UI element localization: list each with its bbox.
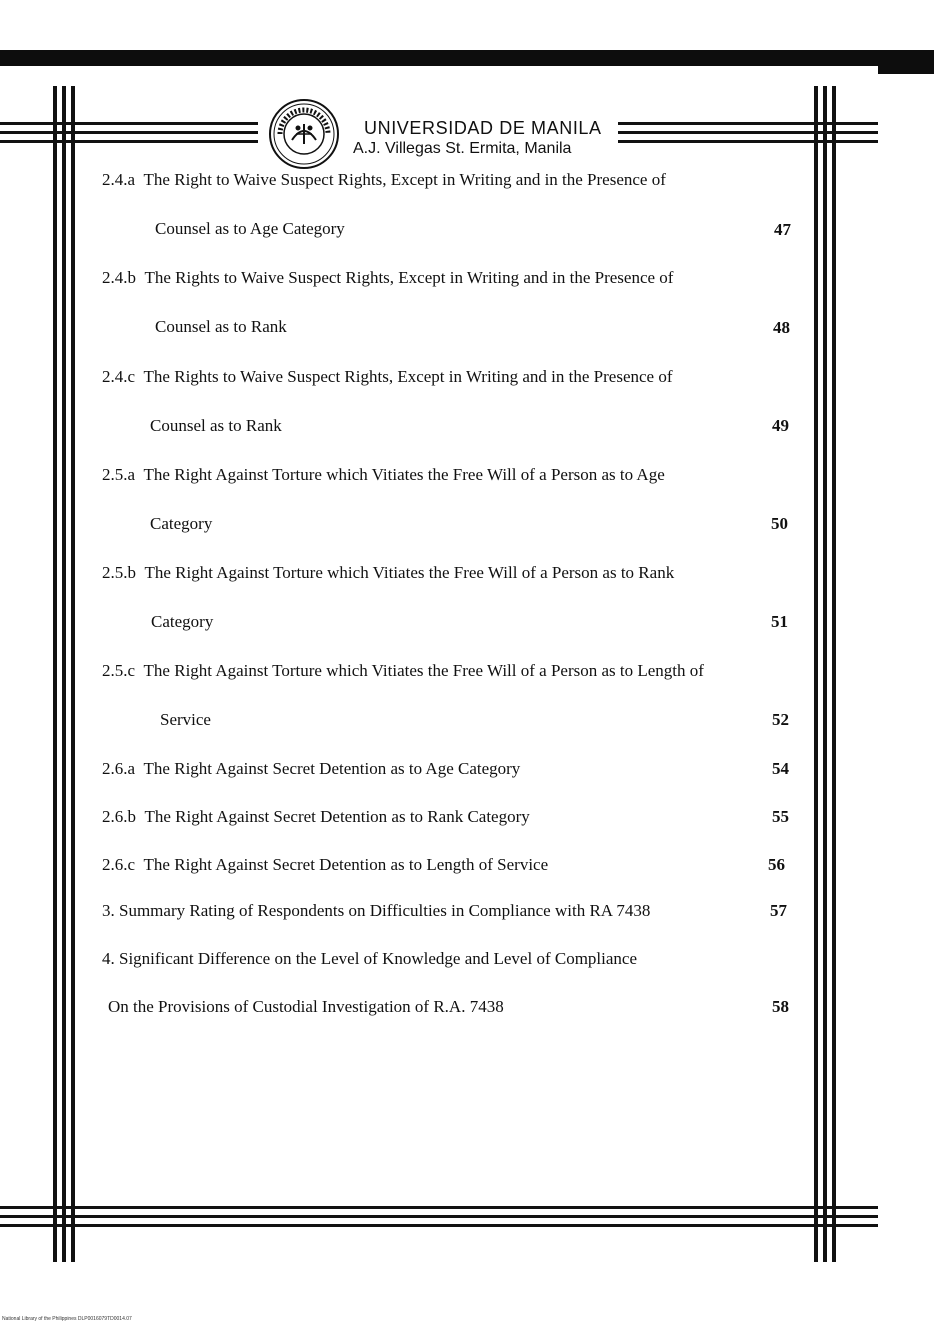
toc-entry-title: The Rights to Waive Suspect Rights, Except in Writing and in the Presence of	[144, 268, 674, 287]
toc-entry-line	[102, 661, 704, 681]
toc-entry-number: 3.	[102, 901, 115, 920]
toc-entry-title: The Right to Waive Suspect Rights, Except in Writing and in the Presence of	[143, 170, 666, 189]
toc-page-number: 56	[768, 855, 785, 874]
toc-entry-number: 2.6.b	[102, 807, 136, 826]
toc-entry-number: 4.	[102, 949, 115, 968]
toc-entry-continuation: On the Provisions of Custodial Investigation of R.A. 7438	[108, 997, 504, 1016]
toc-entry-number: 2.5.a	[102, 465, 136, 484]
toc-entry-number: 2.6.a	[102, 759, 136, 778]
university-address: A.J. Villegas St. Ermita, Manila	[353, 140, 572, 157]
toc-entry-title: Significant Difference on the Level of Knowledge and Level of Compliance	[119, 949, 638, 968]
toc-entry-continuation: Counsel as to Rank	[155, 317, 287, 336]
toc-entry-number: 2.5.b	[102, 563, 136, 582]
toc-entry-line	[102, 268, 673, 288]
toc-entry-line	[102, 465, 665, 485]
toc-entry-line	[102, 901, 650, 921]
toc-entry-line	[102, 759, 520, 779]
toc-entry-number: 2.4.b	[102, 268, 136, 287]
toc-page-number: 54	[772, 759, 789, 778]
toc-entry-title: The Rights to Waive Suspect Rights, Except in Writing and in the Presence of	[143, 367, 673, 386]
toc-entry-continuation: Category	[150, 514, 213, 533]
toc-entry-title: The Right Against Secret Detention as to Age Category	[143, 759, 521, 778]
toc-entry-number: 2.4.c	[102, 367, 136, 386]
toc-entry-title: The Right Against Secret Detention as to Length of Service	[143, 855, 549, 874]
toc-entry-line	[102, 367, 673, 387]
toc-entry-line	[102, 170, 666, 190]
toc-page-number: 49	[772, 416, 789, 435]
toc-page-number: 51	[771, 612, 788, 631]
toc-page-number: 47	[774, 220, 791, 239]
toc-page-number: 50	[771, 514, 788, 533]
toc-page-number: 57	[770, 901, 787, 920]
toc-entry-number: 2.6.c	[102, 855, 136, 874]
toc-page-number: 55	[772, 807, 789, 826]
toc-entry-continuation: Service	[160, 710, 211, 729]
toc-page-number: 58	[772, 997, 789, 1016]
toc-entry-title: The Right Against Torture which Vitiates the Free Will of a Person as to Rank	[144, 563, 675, 582]
university-name: UNIVERSIDAD DE MANILA	[364, 118, 602, 138]
toc-entry-continuation: Category	[151, 612, 214, 631]
toc-entry-title: Summary Rating of Respondents on Difficulties in Compliance with RA 7438	[119, 901, 651, 920]
toc-entry-number: 2.5.c	[102, 661, 136, 680]
toc-entry-line	[102, 563, 674, 583]
toc-entry-number: 2.4.a	[102, 170, 136, 189]
toc-entry-line	[102, 949, 637, 969]
toc-entry-line	[102, 855, 548, 875]
toc-page-number: 52	[772, 710, 789, 729]
library-stamp: National Library of the Philippines DLP0016079TD0014.07	[2, 1316, 132, 1322]
toc-page-number: 48	[773, 318, 790, 337]
toc-entry-continuation: Counsel as to Rank	[150, 416, 282, 435]
toc-entry-line	[102, 807, 530, 827]
toc-entry-continuation: Counsel as to Age Category	[155, 219, 345, 238]
toc-entry-title: The Right Against Torture which Vitiates the Free Will of a Person as to Age	[143, 465, 665, 484]
toc-entry-title: The Right Against Secret Detention as to Rank Category	[144, 807, 530, 826]
toc-entry-title: The Right Against Torture which Vitiates the Free Will of a Person as to Length of	[143, 661, 704, 680]
